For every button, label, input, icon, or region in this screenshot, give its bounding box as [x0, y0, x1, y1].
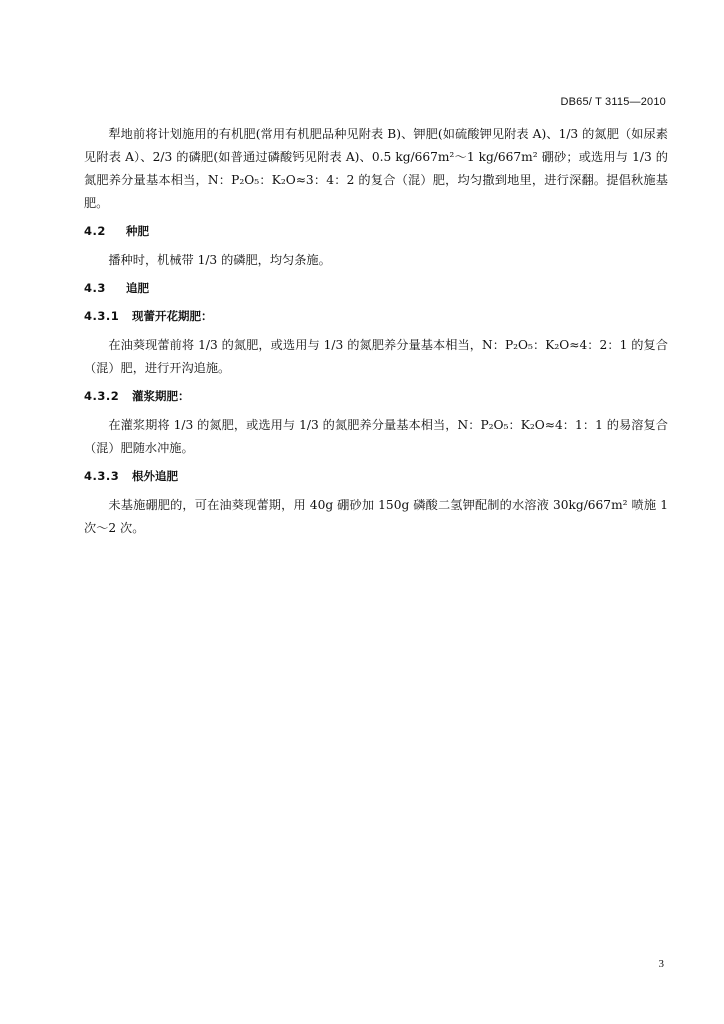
section-title: 追肥	[126, 281, 149, 295]
page-number: 3	[658, 958, 664, 970]
section-title: 灌浆期肥：	[132, 389, 190, 403]
section-heading-4-3-2	[84, 386, 668, 406]
document-code: DB65/ T 3115—2010	[560, 96, 666, 108]
section-heading-4-3-1	[84, 306, 668, 326]
section-4-3-3-paragraph: 未基施硼肥的，可在油葵现蕾期，用 40g 硼砂加 150g 磷酸二氢钾配制的水溶液 30kg/667m² 喷施 1 次～2 次。	[84, 498, 668, 535]
section-title: 现蕾开花期肥：	[132, 309, 213, 323]
section-heading-4-3-3	[84, 466, 668, 486]
section-heading-4-3	[84, 278, 668, 298]
section-number: 4.3.2	[84, 389, 120, 403]
section-4-3-1-paragraph: 在油葵现蕾前将 1/3 的氮肥，或选用与 1/3 的氮肥养分量基本相当，N：P₂O₅：K₂O≈4：2：1 的复合（混）肥，进行开沟追施。	[84, 338, 668, 375]
section-number: 4.3	[84, 281, 106, 295]
document-body	[84, 123, 668, 546]
section-number: 4.3.3	[84, 469, 120, 483]
intro-paragraph: 犁地前将计划施用的有机肥(常用有机肥品种见附表 B)、钾肥(如硫酸钾见附表 A)、1/3 的氮肥（如尿素见附表 A）、2/3 的磷肥(如普通过磷酸钙见附表 A)、0.5 kg/667m²～1 kg/667m² 硼砂；或选用与 1/3 的氮肥养分量基本相当，N：P₂O₅：K₂O≈3：4：2 的复合（混）肥，均匀撒到地里，进行深翻。提倡秋施基肥。	[84, 127, 668, 210]
section-4-2-paragraph: 播种时，机械带 1/3 的磷肥，均匀条施。	[108, 253, 331, 267]
section-number: 4.3.1	[84, 309, 120, 323]
section-heading-4-2	[84, 221, 668, 241]
section-title: 种肥	[126, 224, 149, 238]
section-title: 根外追肥	[132, 469, 178, 483]
section-number: 4.2	[84, 224, 106, 238]
section-4-3-2-paragraph: 在灌浆期将 1/3 的氮肥，或选用与 1/3 的氮肥养分量基本相当，N：P₂O₅：K₂O≈4：1：1 的易溶复合（混）肥随水冲施。	[84, 418, 668, 455]
